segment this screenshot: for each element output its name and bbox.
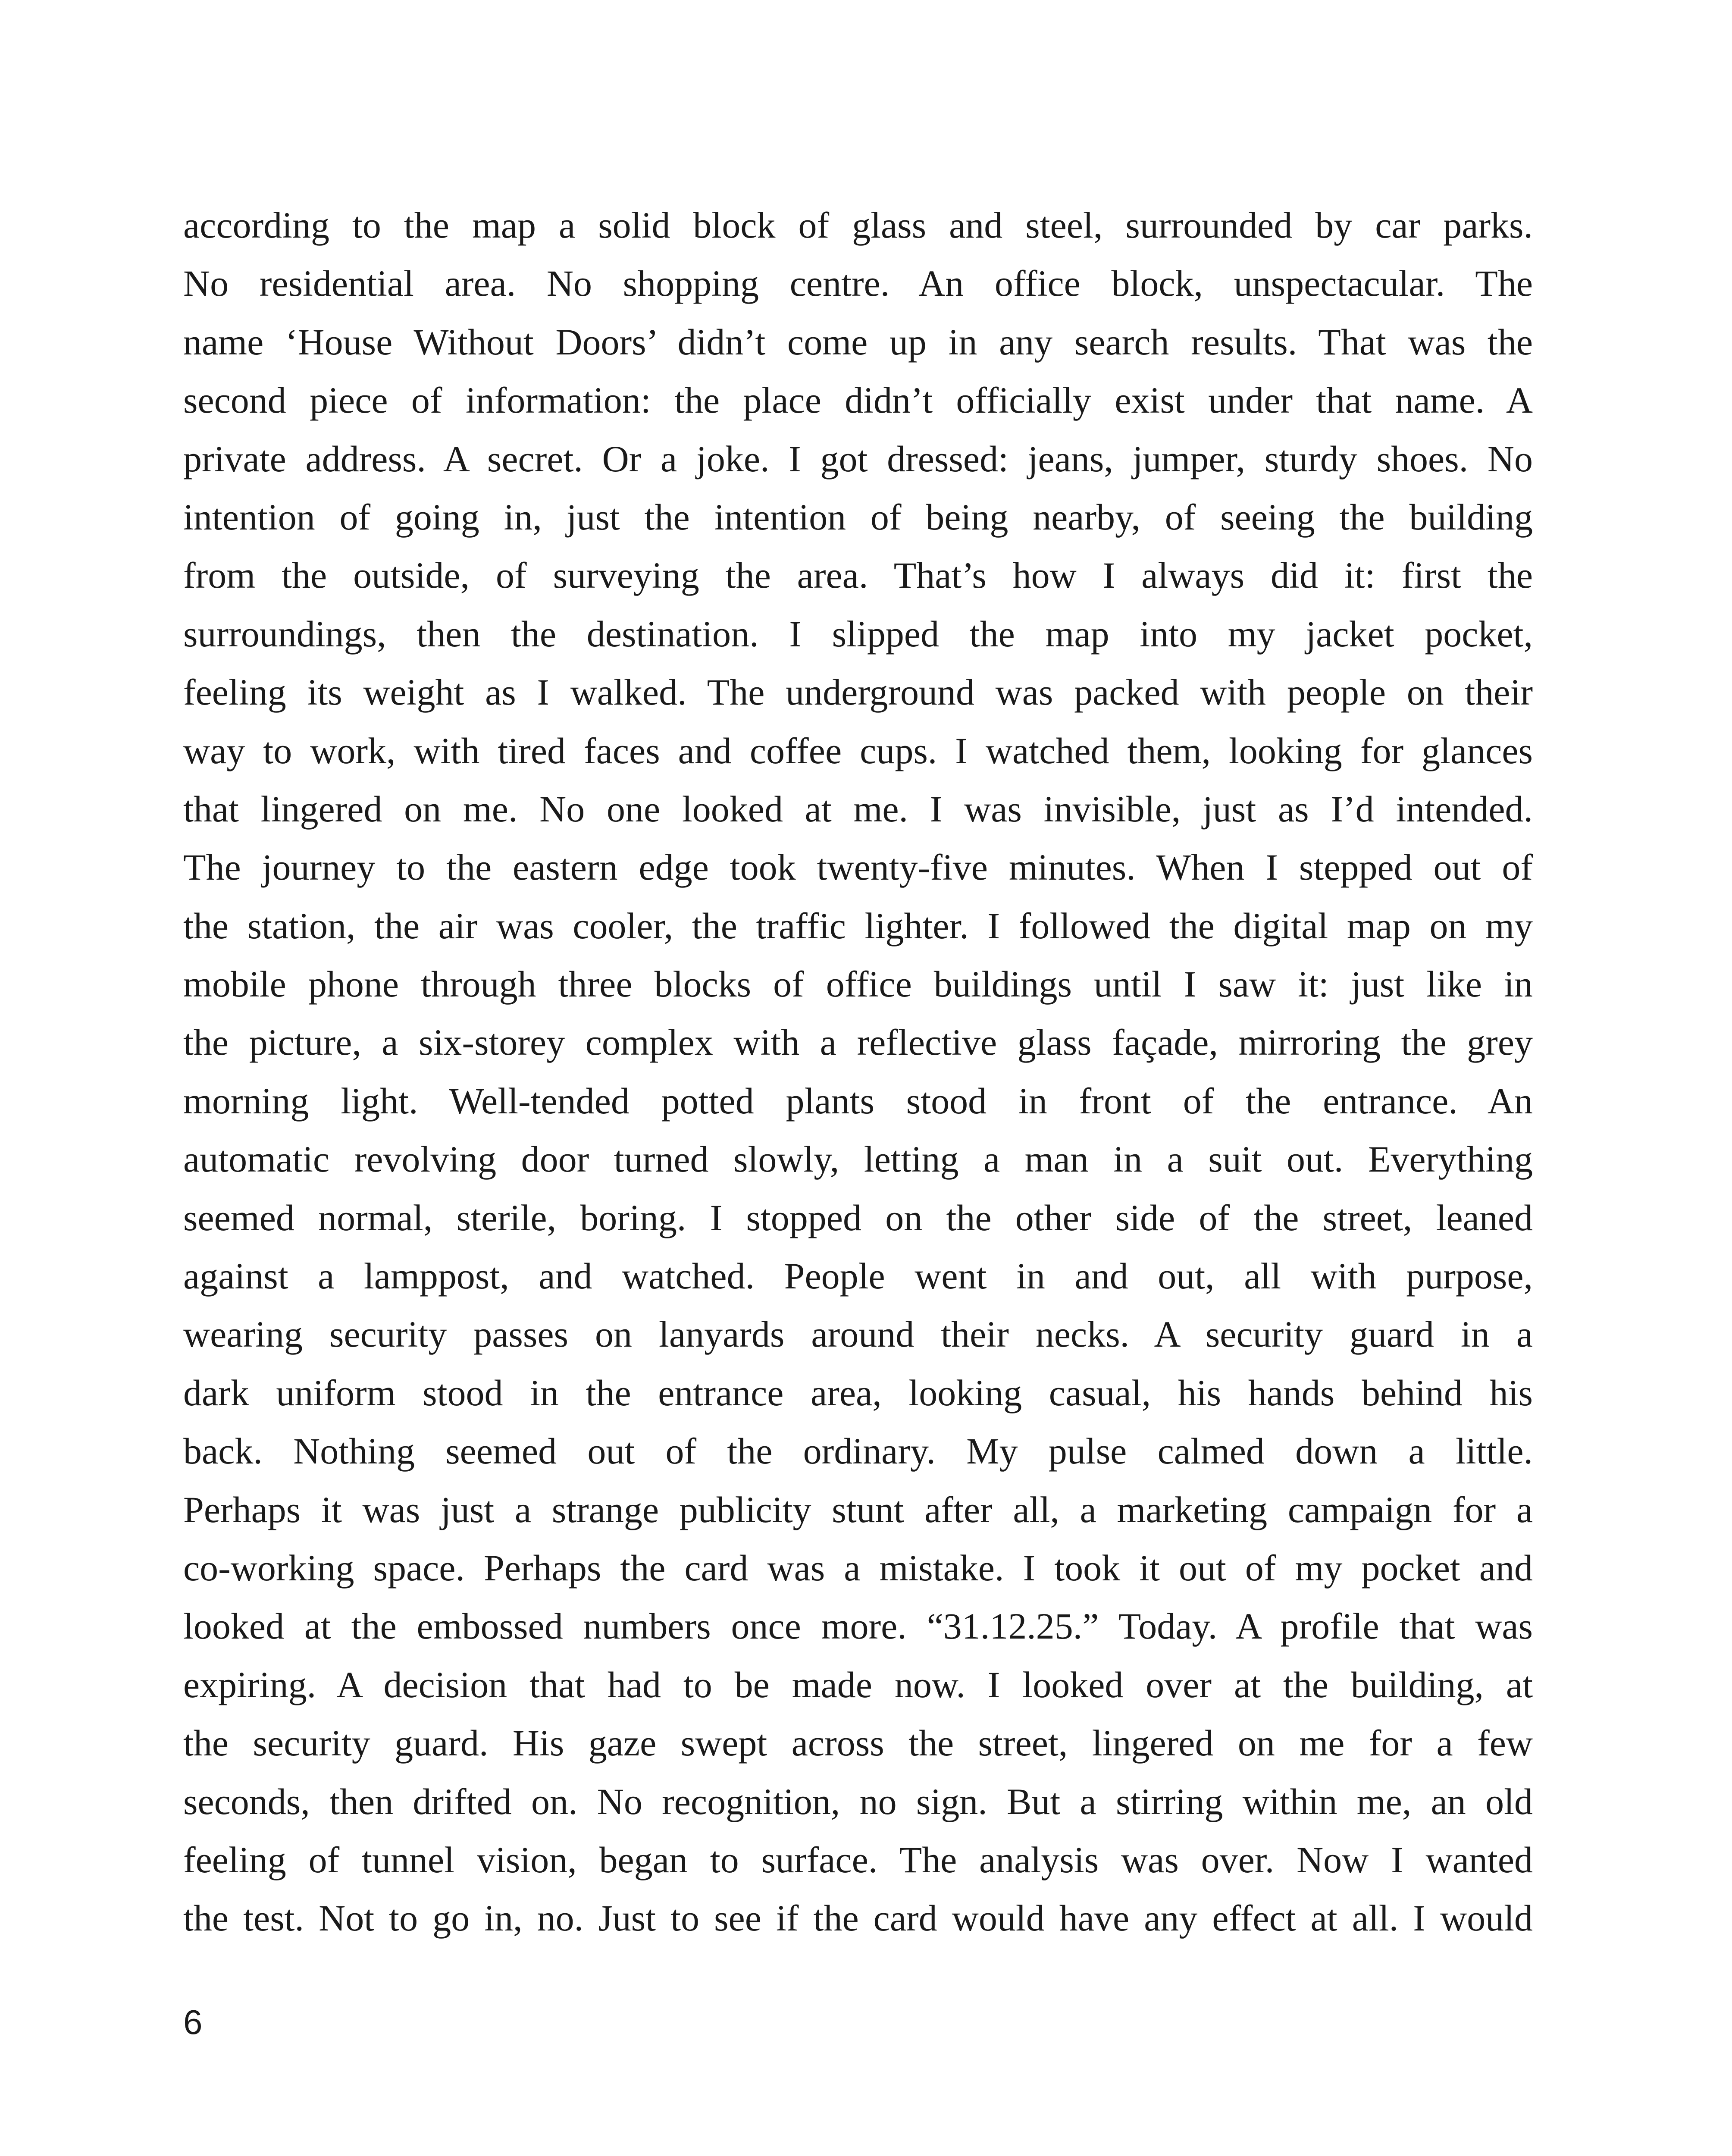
text-line: against a lamppost, and watched. People went in and out, all with purpose, [183,1255,1533,1297]
text-line: the security guard. His gaze swept across the street, lingered on me for a few [183,1722,1533,1764]
text-line: from the outside, of surveying the area. That’s how I always did it: first the [183,555,1533,596]
text-line: the test. Not to go in, no. Just to see if the card would have any effect at all. I would [183,1897,1533,1939]
text-line: intention of going in, just the intention of being nearby, of seeing the building [183,496,1533,538]
text-line: looked at the embossed numbers once more. “31.12.25.” Today. A profile that was [183,1605,1533,1647]
text-line: way to work, with tired faces and coffee cups. I watched them, looking for glances [183,730,1533,771]
text-line: private address. A secret. Or a joke. I got dressed: jeans, jumper, sturdy shoes. No [183,438,1533,479]
body-text [183,196,1533,1948]
text-line: back. Nothing seemed out of the ordinary. My pulse calmed down a little. [183,1430,1533,1472]
text-line: The journey to the eastern edge took twenty-five minutes. When I stepped out of [183,846,1533,888]
text-line: surroundings, then the destination. I slipped the map into my jacket pocket, [183,613,1533,655]
text-line: wearing security passes on lanyards around their necks. A security guard in a [183,1313,1533,1355]
text-line: co-working space. Perhaps the card was a mistake. I took it out of my pocket and [183,1547,1533,1589]
text-line: Perhaps it was just a strange publicity stunt after all, a marketing campaign for a [183,1489,1533,1530]
text-line: second piece of information: the place didn’t officially exist under that name. A [183,379,1533,421]
text-line: automatic revolving door turned slowly, letting a man in a suit out. Everything [183,1138,1533,1180]
text-line: dark uniform stood in the entrance area, looking casual, his hands behind his [183,1372,1533,1413]
text-line: seconds, then drifted on. No recognition, no sign. But a stirring within me, an old [183,1780,1533,1822]
text-line: name ‘House Without Doors’ didn’t come up in any search results. That was the [183,321,1533,363]
text-line: feeling of tunnel vision, began to surface. The analysis was over. Now I wanted [183,1839,1533,1880]
text-line: according to the map a solid block of glass and steel, surrounded by car parks. [183,204,1533,246]
page-number: 6 [183,2003,203,2041]
text-line: that lingered on me. No one looked at me. I was invisible, just as I’d intended. [183,788,1533,830]
text-line: the picture, a six-storey complex with a reflective glass façade, mirroring the grey [183,1022,1533,1063]
text-line: No residential area. No shopping centre. An office block, unspectacular. The [183,263,1533,304]
text-line: seemed normal, sterile, boring. I stopped on the other side of the street, leaned [183,1197,1533,1238]
text-line: the station, the air was cooler, the traffic lighter. I followed the digital map on my [183,905,1533,946]
text-line: feeling its weight as I walked. The underground was packed with people on their [183,671,1533,713]
text-line: mobile phone through three blocks of office buildings until I saw it: just like in [183,963,1533,1005]
text-line: expiring. A decision that had to be made now. I looked over at the building, at [183,1664,1533,1705]
text-line: morning light. Well-tended potted plants stood in front of the entrance. An [183,1080,1533,1122]
